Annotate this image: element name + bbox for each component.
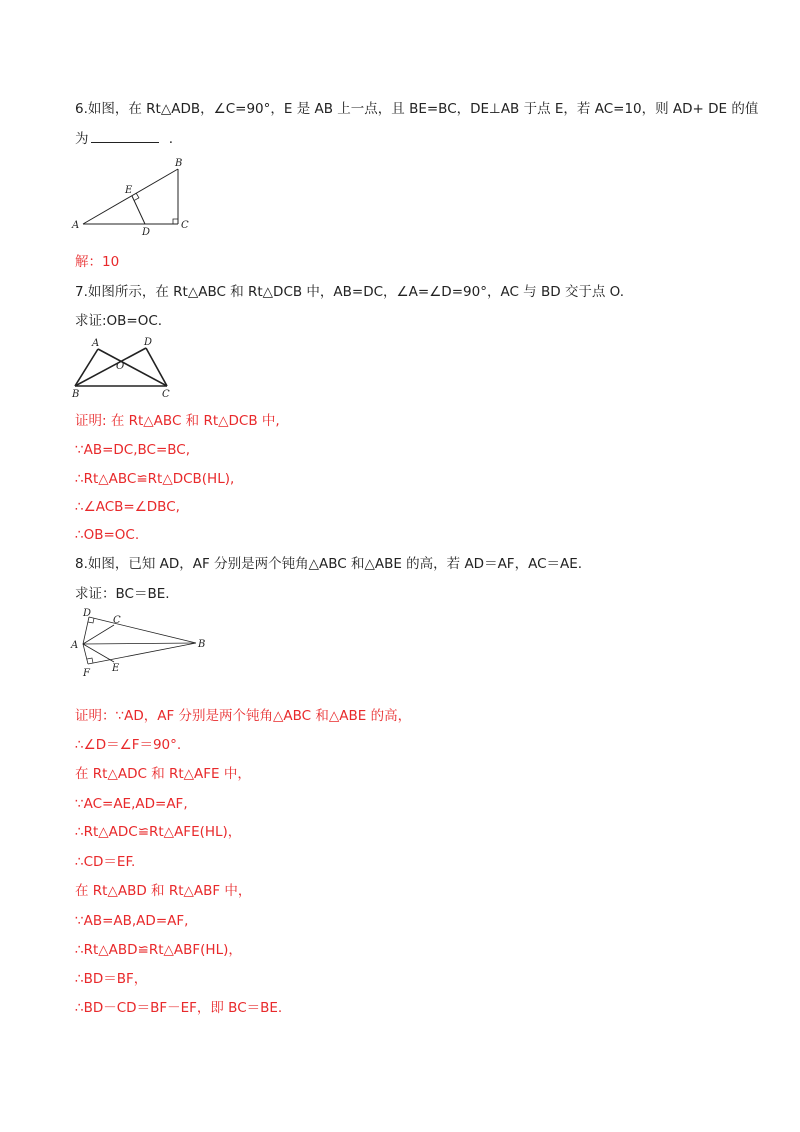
q6-line2-suffix: . — [168, 131, 174, 147]
q8-proof-line-11: ∴BD－CD＝BF－EF，即 BC＝BE. — [75, 1000, 283, 1016]
q6-line2-prefix: 为 — [75, 131, 89, 147]
q8-line1: 8.如图，已知 AD，AF 分别是两个钝角△ABC 和△ABE 的高，若 AD＝AF，AC＝AE. — [75, 556, 583, 572]
q8-proof-line-6: ∴CD＝EF. — [75, 854, 136, 870]
q7-figure — [70, 335, 180, 400]
fig7-label-b: B — [72, 389, 80, 400]
q7-proof-line-2: ∵AB=DC,BC=BC, — [75, 442, 191, 458]
q8-proof-line-7: 在 Rt△ABD 和 Rt△ABF 中， — [75, 883, 252, 899]
q8-line2: 求证：BC＝BE. — [75, 586, 170, 602]
q8-proof-line-1: 证明：∵AD，AF 分别是两个钝角△ABC 和△ABE 的高， — [75, 708, 412, 724]
q6-answer: 解：10 — [75, 254, 120, 270]
q6-line1: 6.如图，在 Rt△ADB，∠C=90°，E 是 AB 上一点，且 BE=BC，DE⊥AB 于点 E，若 AC=10，则 AD+ DE 的值 — [75, 101, 759, 117]
fig7-label-d: D — [144, 337, 153, 348]
answer-blank — [91, 130, 159, 143]
fig7-label-c: C — [162, 389, 170, 400]
fig6-label-a: A — [72, 220, 80, 231]
fig6-label-b: B — [175, 158, 183, 169]
q7-proof-line-1: 证明: 在 Rt△ABC 和 Rt△DCB 中, — [75, 413, 280, 429]
q7-proof-line-5: ∴OB=OC. — [75, 527, 140, 543]
q6-line2 — [75, 130, 173, 148]
fig8-label-b: B — [198, 639, 206, 650]
q8-figure — [68, 606, 213, 681]
q7-line2: 求证:OB=OC. — [75, 313, 163, 329]
fig6-label-e: E — [125, 185, 133, 196]
q8-proof-line-10: ∴BD＝BF， — [75, 971, 148, 987]
fig6-label-c: C — [181, 220, 189, 231]
fig8-label-a: A — [71, 640, 79, 651]
q8-proof-line-4: ∵AC=AE,AD=AF, — [75, 796, 188, 812]
q8-proof-line-8: ∵AB=AB,AD=AF, — [75, 913, 189, 929]
q8-proof-line-9: ∴Rt△ABD≌Rt△ABF(HL)， — [75, 942, 242, 958]
fig6-label-d: D — [142, 227, 151, 237]
fig8-label-f: F — [83, 668, 90, 679]
q7-proof-line-3: ∴Rt△ABC≌Rt△DCB(HL), — [75, 471, 235, 487]
q8-proof-line-3: 在 Rt△ADC 和 Rt△AFE 中， — [75, 766, 251, 782]
fig7-label-o: O — [116, 361, 125, 372]
fig8-label-c: C — [113, 615, 121, 626]
q8-proof-line-2: ∴∠D＝∠F＝90°. — [75, 737, 182, 753]
q7-proof-line-4: ∴∠ACB=∠DBC, — [75, 499, 180, 515]
fig8-label-d: D — [83, 608, 92, 619]
q7-line1: 7.如图所示，在 Rt△ABC 和 Rt△DCB 中，AB=DC，∠A=∠D=90°，AC 与 BD 交于点 O. — [75, 284, 625, 300]
fig7-label-a: A — [92, 338, 100, 349]
q8-proof-line-5: ∴Rt△ADC≌Rt△AFE(HL)， — [75, 824, 242, 840]
fig8-label-e: E — [112, 663, 120, 674]
q6-figure — [70, 155, 195, 237]
